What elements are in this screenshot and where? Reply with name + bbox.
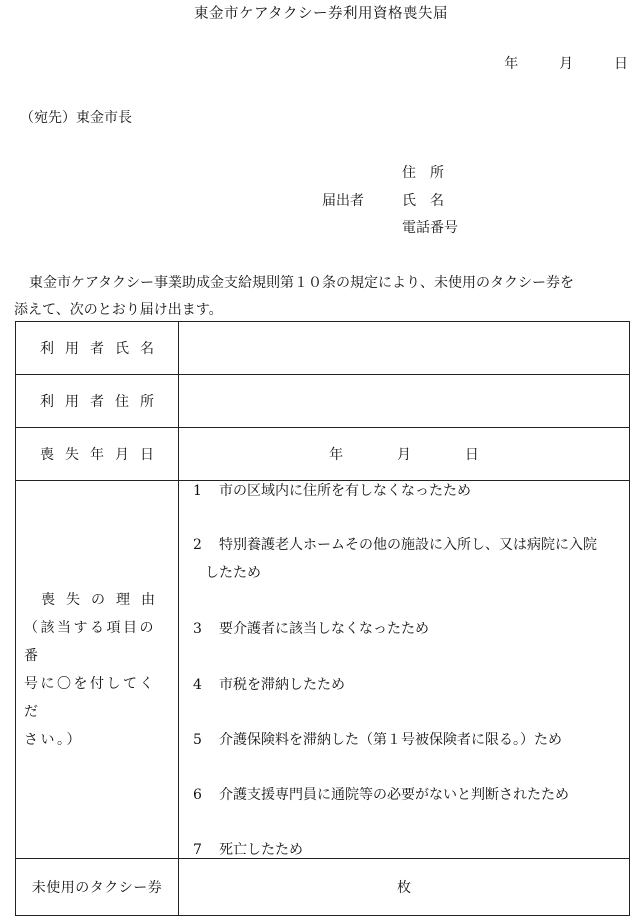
loss-reason-label-cell: [16, 481, 179, 859]
loss-date-label: 喪失年月日: [16, 428, 179, 481]
form-title: 東金市ケアタクシー券利用資格喪失届: [194, 6, 448, 22]
date-day-unit: 日: [614, 56, 628, 72]
date-month-unit: 月: [559, 56, 574, 72]
reason-text: 市の区域内に住所を有しなくなったため: [219, 483, 471, 499]
submission-date: [468, 53, 628, 73]
applicant-label: 届出者: [322, 193, 364, 209]
user-name-row: [16, 322, 630, 375]
loss-year-unit: 年: [329, 447, 344, 463]
reason-text: 死亡したため: [219, 842, 303, 858]
loss-reason-row: [16, 481, 630, 859]
unused-tickets-label: 未使用のタクシー券: [16, 859, 179, 916]
reason-text-continuation: したため: [205, 565, 261, 581]
user-name-field[interactable]: [179, 322, 630, 375]
user-address-row: [16, 375, 630, 428]
reason-number: 1: [193, 483, 202, 499]
declaration-line-1: 東金市ケアタクシー事業助成金支給規則第１０条の規定により、未使用のタクシー券を: [15, 275, 575, 291]
loss-reason-options: [179, 481, 630, 859]
user-address-label: 利用者住所: [16, 375, 179, 428]
loss-reason-note-1: （該当する項目の番: [24, 619, 156, 664]
loss-day-unit: 日: [464, 447, 479, 463]
reason-option-5[interactable]: [193, 726, 562, 754]
user-address-field[interactable]: [179, 375, 630, 428]
reason-text: 介護保険料を滞納した（第１号被保険者に限る。）ため: [219, 732, 562, 748]
applicant-name-label: 氏 名: [402, 193, 444, 209]
loss-reason-label: 喪失の理由: [41, 591, 166, 608]
reason-number: 7: [193, 842, 202, 858]
reason-number: 3: [193, 621, 202, 637]
reason-option-7[interactable]: [193, 836, 303, 864]
applicant-address-label: 住 所: [402, 165, 444, 181]
reason-option-2[interactable]: [193, 531, 597, 587]
date-year-unit: 年: [504, 56, 519, 72]
unused-tickets-row: [16, 859, 630, 916]
reason-number: 4: [193, 677, 202, 693]
reason-text: 介護支援専門員に通院等の必要がないと判断されたため: [219, 787, 569, 803]
declaration-text: [15, 268, 640, 325]
loss-reason-note-3: さい。）: [24, 731, 83, 748]
loss-month-unit: 月: [397, 447, 411, 463]
ticket-unit: 枚: [397, 880, 411, 896]
user-name-label: 利用者氏名: [16, 322, 179, 375]
reason-number: 2: [193, 537, 202, 553]
reason-text: 要介護者に該当しなくなったため: [219, 621, 429, 637]
reason-number: 5: [193, 732, 202, 748]
reason-option-4[interactable]: [193, 671, 345, 699]
addressee: （宛先）東金市長: [20, 110, 132, 126]
declaration-line-2: 添えて、次のとおり届け出ます。: [14, 302, 223, 318]
reason-option-1[interactable]: [193, 477, 471, 505]
unused-tickets-field[interactable]: [179, 859, 630, 916]
reason-number: 6: [193, 787, 202, 803]
reason-text: 特別養護老人ホームその他の施設に入所し、又は病院に入院: [219, 537, 597, 553]
form-table: [15, 321, 630, 916]
loss-reason-note-2: 号に〇を付してくだ: [24, 675, 156, 720]
loss-date-row: [16, 428, 630, 481]
reason-text: 市税を滞納したため: [219, 677, 345, 693]
applicant-phone-label: 電話番号: [402, 220, 458, 236]
reason-option-3[interactable]: [193, 615, 429, 643]
reason-option-6[interactable]: [193, 781, 569, 809]
loss-date-field[interactable]: [179, 428, 630, 481]
